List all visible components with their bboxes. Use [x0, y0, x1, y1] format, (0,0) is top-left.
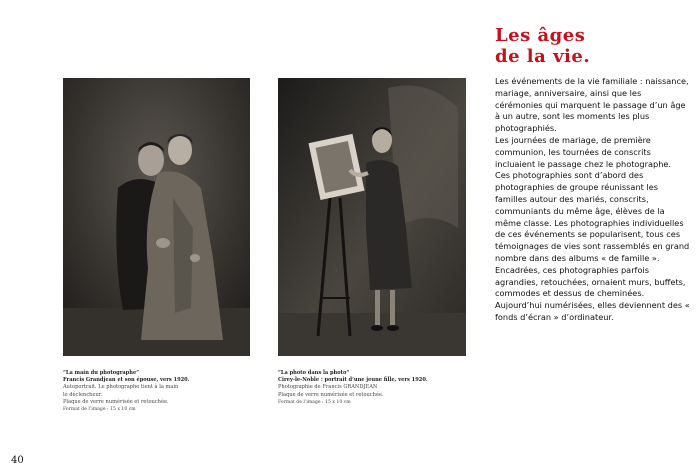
caption-line: Plaque de verre numérisée et retouchée.	[63, 398, 169, 405]
caption-title: “La photo dans la photo”	[278, 370, 350, 376]
caption-subtitle: Cirey-le-Noble : portrait d’une jeune fille, vers 1920.	[278, 377, 428, 384]
body-text	[495, 76, 691, 324]
caption-title: “La main du photographe”	[63, 370, 140, 376]
easel-portrait-photo	[278, 78, 466, 356]
body-paragraph: Les événements de la vie familiale : naissance, mariage, anniversaire, ainsi que les cérémonies qui marquent le passage d’un âge à un autre, sont les moments les plus photographiés.	[495, 76, 689, 134]
section-title-line-2: de la vie.	[495, 46, 591, 67]
caption-couple-portrait	[63, 370, 253, 413]
body-paragraph: Ces photographies sont d’abord des photographies de groupe réunissant les familles autour des mariés, conscrits, communiants du même âge, élèves de la même classe. Les photographies individuelles de ces événements se popularisent, tous ces témoignages de vies sont rassemblés en grand nombre dans des albums « de famille ».	[495, 170, 690, 263]
caption-easel-portrait	[278, 370, 468, 406]
caption-subtitle: Francis Grandjean et son épouse, vers 1920.	[63, 377, 190, 384]
body-paragraph: Les journées de mariage, de première communion, les tournées de conscrits incluaient le passage chez le photographe.	[495, 134, 672, 169]
section-title-line-1: Les âges	[495, 25, 586, 46]
couple-portrait-photo	[63, 78, 250, 356]
caption-line: Plaque de verre numérisée et retouchée.	[278, 391, 384, 398]
easel-portrait-illustration	[278, 78, 466, 356]
caption-format: Format de l’image : 15 x 10 cm	[63, 407, 136, 413]
couple-portrait-illustration	[63, 78, 250, 356]
body-paragraph: Aujourd’hui numérisées, elles deviennent des « fonds d’écran » d’ordinateur.	[495, 300, 690, 322]
page-number: 40	[11, 455, 24, 466]
caption-line: Photographie de Francis GRANDJEAN	[278, 384, 378, 391]
body-paragraph: Encadrées, ces photographies parfois agrandies, retouchées, ornaient murs, buffets, commodes et dessus de cheminées.	[495, 264, 686, 299]
caption-line: le déclencheur.	[63, 391, 103, 398]
caption-line: Autoportrait. Le photographe tient à la main	[63, 384, 179, 391]
section-title	[495, 25, 590, 67]
caption-format: Format de l’image : 15 x 10 cm	[278, 399, 351, 405]
